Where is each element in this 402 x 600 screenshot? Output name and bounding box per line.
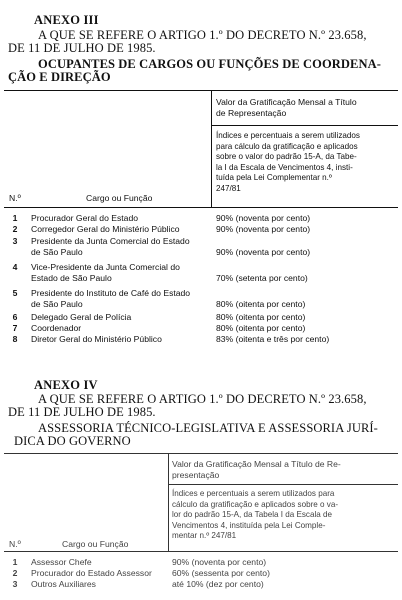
row-function: Assessor Chefe xyxy=(31,557,92,567)
function-line: Delegado Geral de Polícia xyxy=(31,312,132,322)
function-line: Presidente da Junta Comercial do Estado xyxy=(31,236,190,246)
annex-iv-title: ANEXO IV xyxy=(34,378,98,392)
number-column-header: N.º xyxy=(9,539,21,549)
number-column-header: N.º xyxy=(9,193,21,203)
table-header-bottom-rule xyxy=(4,551,398,552)
function-line: Procurador Geral do Estado xyxy=(31,213,139,223)
row-value: até 10% (dez por cento) xyxy=(172,579,264,589)
value-desc-line: mentar n.º 247/81 xyxy=(172,531,237,540)
function-column-header: Cargo ou Função xyxy=(62,539,129,549)
row-function xyxy=(31,262,211,283)
column-divider xyxy=(168,454,169,551)
function-line: Estado de São Paulo xyxy=(31,272,112,283)
value-desc-line: Índices e percentuais a serem utilizados xyxy=(216,131,360,140)
function-column-header: Cargo ou Função xyxy=(86,193,153,203)
column-divider xyxy=(211,91,212,208)
value-header-divider xyxy=(212,125,398,126)
annex-iv-section xyxy=(0,375,402,600)
row-number: 5 xyxy=(12,288,18,298)
annex-iv-heading-line-2: DICA DO GOVERNO xyxy=(14,434,131,448)
value-column-title-line-2: de Representação xyxy=(216,108,287,118)
row-value: 90% (noventa por cento) xyxy=(172,557,267,567)
value-desc-line: lor do padrão 15-A, da Tabela I da Escala de xyxy=(172,510,333,519)
value-desc-line: Índices e percentuais a serem utilizados para xyxy=(172,489,335,498)
annex-iv-reference-line-1: A QUE SE REFERE O ARTIGO 1.º DO DECRETO N.º 23.658, xyxy=(38,392,367,406)
row-number: 2 xyxy=(12,568,18,578)
annex-iii-heading-line-2: ÇÃO E DIREÇÃO xyxy=(8,70,111,84)
row-number: 3 xyxy=(12,236,18,246)
value-desc-line: sobre o valor do padrão 15-A, da Tabe- xyxy=(216,152,357,161)
row-function xyxy=(31,334,211,345)
row-value: 70% (setenta por cento) xyxy=(216,273,308,283)
row-function xyxy=(31,323,211,334)
annex-iii-reference-line-2: DE 11 DE JULHO DE 1985. xyxy=(8,41,156,55)
annex-iv-heading-line-1: ASSESSORIA TÉCNICO-LEGISLATIVA E ASSESSORIA JURÍ- xyxy=(38,421,378,435)
row-value: 80% (oitenta por cento) xyxy=(216,323,306,333)
row-function xyxy=(31,236,211,257)
annex-iii-reference-line-1: A QUE SE REFERE O ARTIGO 1.º DO DECRETO N.º 23.658, xyxy=(38,28,367,42)
row-function xyxy=(31,312,211,323)
function-line: de São Paulo xyxy=(31,246,83,257)
value-column-title-line-1: Valor da Gratificação Mensal a Título de Re- xyxy=(172,459,341,469)
row-value: 60% (sessenta por cento) xyxy=(172,568,270,578)
row-number: 6 xyxy=(12,312,18,322)
value-desc-line: para cálculo da gratificação e aplicados xyxy=(216,141,358,151)
row-number: 1 xyxy=(12,213,18,223)
value-desc-line: la I da Escala de Vencimentos 4, insti- xyxy=(216,162,353,172)
value-desc-line: tuída pela Lei Complementar n.º xyxy=(216,173,332,182)
row-number: 3 xyxy=(12,579,18,589)
row-value: 80% (oitenta por cento) xyxy=(216,312,306,322)
row-function: Outros Auxiliares xyxy=(31,579,96,589)
row-number: 7 xyxy=(12,323,18,333)
value-column-title-line-2: presentação xyxy=(172,470,220,480)
row-number: 2 xyxy=(12,224,18,234)
table-header-bottom-rule xyxy=(4,207,398,208)
value-desc-line: Vencimentos 4, instituída pela Lei Comple- xyxy=(172,520,326,530)
value-desc-line: 247/81 xyxy=(216,183,241,193)
value-header-divider xyxy=(169,484,398,485)
function-line: de São Paulo xyxy=(31,298,83,309)
row-value: 83% (oitenta e três por cento) xyxy=(216,334,330,344)
row-value: 90% (noventa por cento) xyxy=(216,224,311,234)
function-line: Diretor Geral do Ministério Público xyxy=(31,334,162,344)
function-line: Corregedor Geral do Ministério Público xyxy=(31,224,180,234)
table-top-rule xyxy=(4,453,398,454)
row-value: 90% (noventa por cento) xyxy=(216,247,311,257)
annex-iv-reference-line-2: DE 11 DE JULHO DE 1985. xyxy=(8,405,156,419)
row-number: 4 xyxy=(12,262,18,272)
row-function xyxy=(31,224,211,235)
row-number: 1 xyxy=(12,557,18,567)
table-top-rule xyxy=(4,90,398,91)
annex-iii-title: ANEXO III xyxy=(34,13,99,27)
row-function xyxy=(31,288,211,309)
function-line: Vice-Presidente da Junta Comercial do xyxy=(31,262,180,272)
annex-iii-heading-line-1: OCUPANTES DE CARGOS OU FUNÇÕES DE COORDENA- xyxy=(38,57,381,71)
row-value: 90% (noventa por cento) xyxy=(216,213,311,223)
value-desc-line: cálculo da gratificação e aplicados sobre o va- xyxy=(172,499,339,509)
row-function xyxy=(31,213,211,224)
row-number: 8 xyxy=(12,334,18,344)
value-column-title-line-1: Valor da Gratificação Mensal a Título xyxy=(216,97,357,107)
function-line: Presidente do Instituto de Café do Estado xyxy=(31,288,191,298)
function-line: Coordenador xyxy=(31,323,82,333)
row-value: 80% (oitenta por cento) xyxy=(216,299,306,309)
row-function: Procurador do Estado Assessor xyxy=(31,568,152,578)
